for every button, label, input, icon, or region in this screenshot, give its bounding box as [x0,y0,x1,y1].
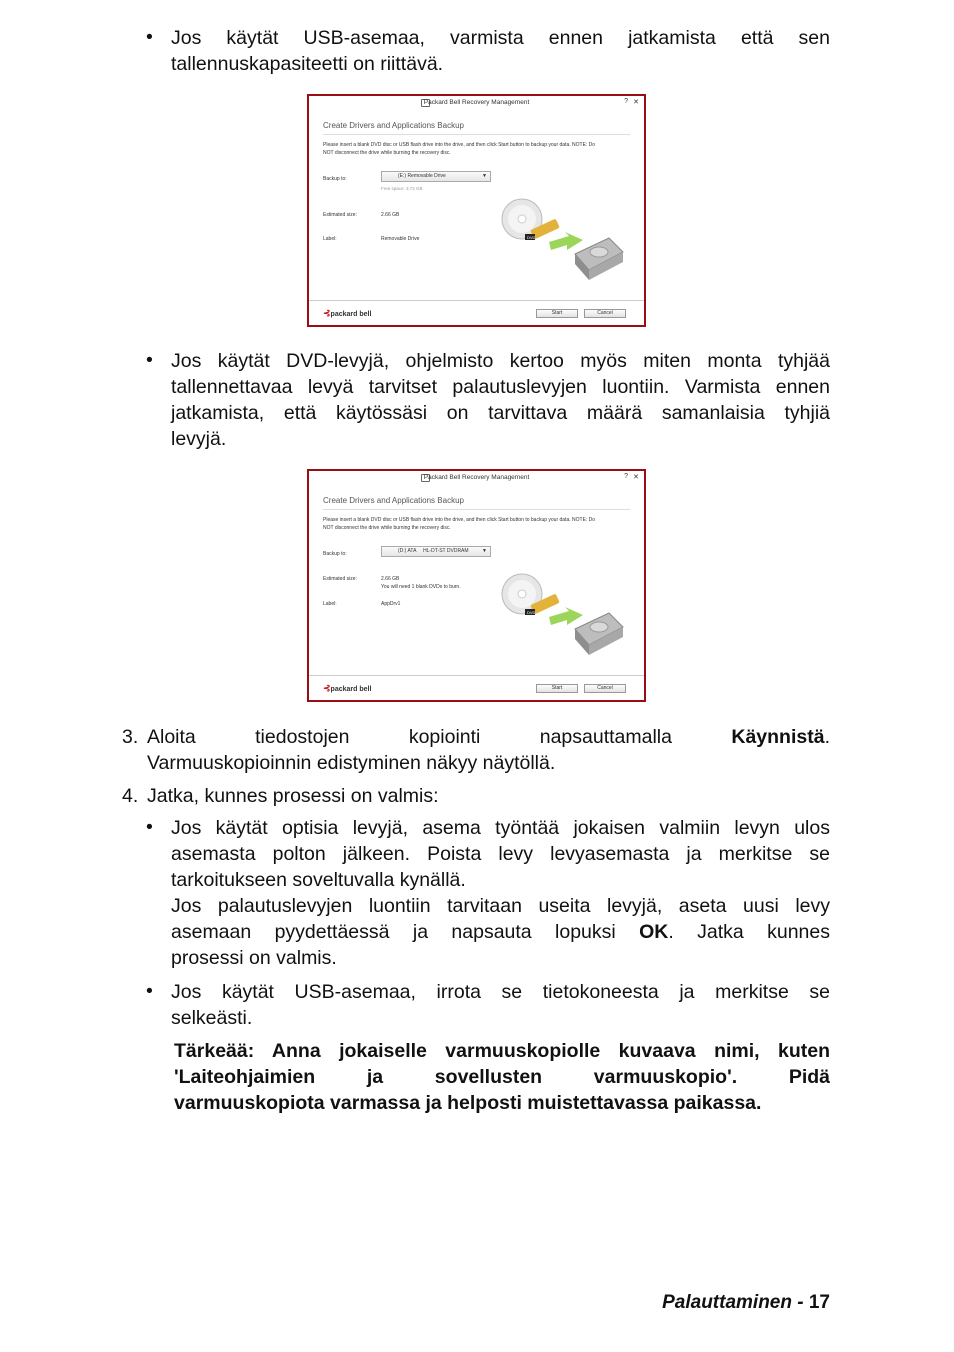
instructions-line: Please insert a blank DVD disc or USB flash drive into the drive, and then click Start button to backup your data. NOTE: Do [323,142,596,148]
text-line: Jos käytät USB-asemaa, irrota se tietokoneesta ja merkitse se [171,981,830,1003]
chevron-down-icon: ▼ [482,173,487,179]
disc-count-note: You will need 1 blank DVDs to burn. [381,584,461,590]
chevron-down-icon: ▼ [482,548,487,554]
text-line: Jos palautuslevyjen luontiin tarvitaan useita levyjä, aseta uusi levy [171,895,830,917]
free-space: Free space: 3.72 GB [381,186,423,191]
step-4-text [147,783,830,809]
window-title: Packard Bell Recovery Management [423,99,530,106]
recovery-window [309,471,644,700]
text-line: Jos käytät USB-asemaa, varmista ennen jatkamista että sen [171,27,830,49]
step-number: 3. [122,726,139,748]
text-line: Jatka, kunnes prosessi on valmis: [147,785,439,807]
divider [323,134,630,135]
paragraph-dvd-count [171,348,830,452]
bullet: • [146,349,153,371]
close-icon[interactable]: ✕ [633,99,639,106]
text-line: Tärkeää: Anna jokaiselle varmuuskopiolle kuvaava nimi, kuten [174,1040,830,1062]
title-bar [309,471,644,485]
word: napsauttamalla [539,726,672,748]
text-line: Jos käytät DVD-levyjä, ohjelmisto kertoo myös miten monta tyhjää [171,350,830,372]
instructions [323,516,623,532]
select-value: (E:) Removable Drive [398,173,446,179]
backup-to-label: Backup to: [323,176,347,182]
step-3-text [147,724,830,776]
instructions-line: Please insert a blank DVD disc or USB flash drive into the drive, and then click Start button to backup your data. NOTE: Do [323,517,596,523]
text-line [171,919,830,945]
logo-mark-icon: ⊰ [323,308,331,318]
label-value: Removable Drive [381,236,420,242]
screenshot-usb-backup [307,94,646,327]
cancel-button[interactable]: Cancel [584,309,626,318]
bullet: • [146,980,153,1002]
window-title: Packard Bell Recovery Management [423,474,530,481]
help-icon[interactable]: ? [624,98,628,105]
bold-term: OK [639,921,669,943]
page-number: 17 [808,1292,830,1313]
cancel-button[interactable]: Cancel [584,684,626,693]
select-value: (D:) ATA HL-DT-ST DVDRAM [398,548,469,554]
word: kopiointi [408,726,481,748]
divider [323,509,630,510]
bullet: • [146,26,153,48]
paragraph-usb-remove [171,979,830,1031]
bold-term: Käynnistä [731,726,825,748]
title-bar [309,96,644,110]
dialog-heading: Create Drivers and Applications Backup [323,121,464,130]
logo-mark-icon: ⊰ [323,683,331,693]
text-line: Jos käytät optisia levyjä, asema työntää jokaisen valmiin levyn ulos [171,817,830,839]
text-segment: asemaan pyydettäessä ja napsauta lopuksi [171,921,616,943]
section-name: Palauttaminen - [662,1292,809,1313]
instructions [323,141,623,157]
text-segment: . Jatka kunnes [668,921,830,943]
text-line: varmuuskopiota varmassa ja helposti muistettavassa paikassa. [174,1092,762,1114]
page-footer [662,1292,830,1314]
label-value: AppDrv1 [381,601,401,607]
text-line [147,724,830,750]
packard-bell-logo [323,683,371,694]
word: tiedostojen [255,726,350,748]
text-line: 'Laiteohjaimien ja sovellusten varmuuskopio'. Pidä [174,1066,830,1088]
word [731,726,830,748]
step-number: 4. [122,785,139,807]
backup-illustration [497,194,627,294]
label-label: Label: [323,601,337,607]
backup-drive-select[interactable] [381,171,491,182]
backup-to-label: Backup to: [323,551,347,557]
backup-drive-select[interactable] [381,546,491,557]
svg-text:DVD: DVD [527,610,536,615]
word: Aloita [147,726,196,748]
estimated-size-label: Estimated size: [323,576,357,582]
text-line: selkeästi. [171,1007,253,1029]
logo-text: packard bell [330,686,372,693]
text-line: Varmuuskopioinnin edistyminen näkyy näytöllä. [147,752,556,774]
text-line: tallennettavaa levyä tarvitset palautuslevyjen luontiin. Varmista ennen [171,376,830,398]
text-line: levyjä. [171,428,227,450]
bullet: • [146,816,153,838]
instructions-line: NOT disconnect the drive while burning the recovery disc. [323,525,451,531]
text-line: prosessi on valmis. [171,947,337,969]
text-line: jatkamista, että käytössäsi on tarvittava määrä samanlaisia tyhjiä [171,402,830,424]
text-line: asemasta polton jälkeen. Poista levy levyasemasta ja merkitse se [171,843,830,865]
recovery-window [309,96,644,325]
help-icon[interactable]: ? [624,473,628,480]
label-label: Label: [323,236,337,242]
packard-bell-logo [323,308,371,319]
estimated-size-value: 2.66 GB [381,576,400,582]
svg-text:DVD: DVD [527,235,536,240]
text-line: tarkoitukseen soveltuvalla kynällä. [171,869,466,891]
footer-divider [309,675,644,676]
footer-divider [309,300,644,301]
paragraph-usb-capacity [171,25,830,77]
important-note [174,1038,830,1116]
screenshot-dvd-backup [307,469,646,702]
start-button[interactable]: Start [536,309,578,318]
close-icon[interactable]: ✕ [633,474,639,481]
start-button[interactable]: Start [536,684,578,693]
backup-illustration [497,569,627,669]
punctuation: . [824,726,830,748]
logo-text: packard bell [330,311,372,318]
estimated-size-label: Estimated size: [323,212,357,218]
instructions-line: NOT disconnect the drive while burning the recovery disc. [323,150,451,156]
dialog-heading: Create Drivers and Applications Backup [323,496,464,505]
text-line: tallennuskapasiteetti on riittävä. [171,53,444,75]
paragraph-optical-discs [171,815,830,971]
estimated-size-value: 2.66 GB [381,212,400,218]
